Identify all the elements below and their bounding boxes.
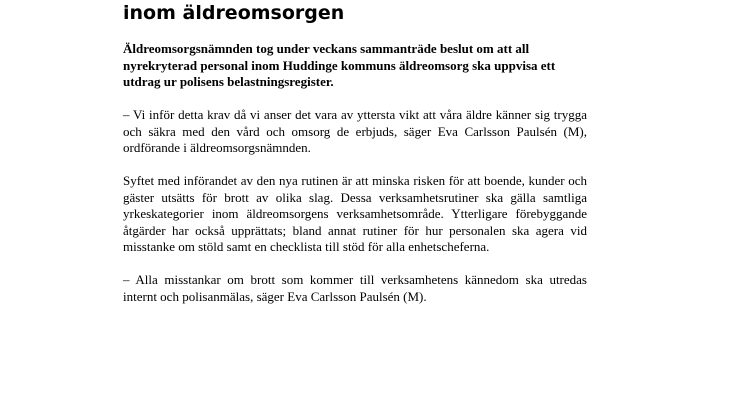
lead-paragraph: Äldreomsorgsnämnden tog under veckans sammanträde beslut om att all nyrekryterad personal inom Huddinge kommuns äldreomsorg ska uppvisa ett utdrag ur polisens belastningsregister.	[123, 41, 556, 89]
article-body	[123, 41, 587, 322]
quote-paragraph-1: – Vi inför detta krav då vi anser det vara av yttersta vikt att våra äldre känner sig trygga och säkra med den vård och omsorg de erbjuds, säger Eva Carlsson Paulsén (M), ordförande i äldreomsorgsnämnden.	[123, 107, 587, 155]
headline: inom äldreomsorgen	[123, 2, 345, 24]
quote-paragraph-2: – Alla misstankar om brott som kommer till verksamhetens kännedom ska utredas internt och polisanmälas, säger Eva Carlsson Paulsén (M).	[123, 272, 587, 304]
body-paragraph: Syftet med införandet av den nya rutinen är att minska risken för att boende, kunder och gäster utsätts för brott av olika slag. Dessa verksamhetsrutiner ska gälla samtliga yrkeskategorier inom äldreomsorgens verksamhetsområde. Ytterligare förebyggande åtgärder har också upprättats; bland annat rutiner för hur personalen ska agera vid misstanke om stöld samt en checklista till stöd för alla enhetscheferna.	[123, 173, 587, 254]
